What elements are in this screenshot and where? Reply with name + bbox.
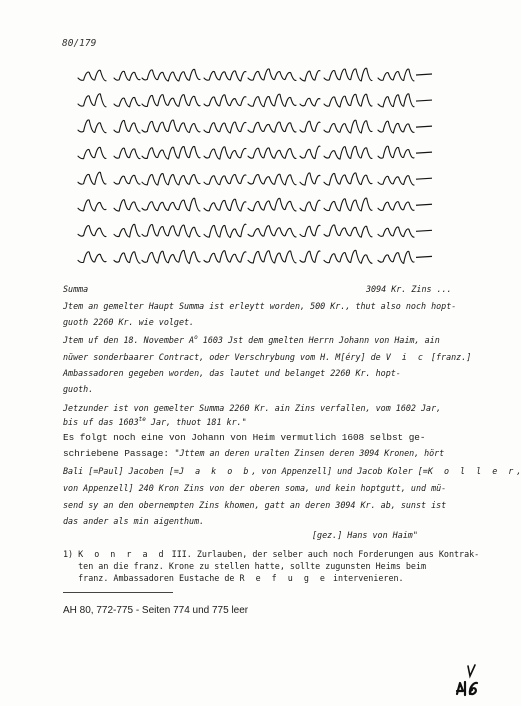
quote-spaced-name: K o l l e r [427, 466, 517, 476]
handwriting-dash [416, 126, 432, 127]
handwriting-stroke [114, 224, 140, 237]
handwritten-line [78, 68, 432, 81]
quote-text: , [516, 466, 521, 476]
handwriting-dash [416, 230, 432, 231]
handwriting-stroke [324, 68, 372, 81]
footnote-spaced-name: R e f u g e [239, 573, 328, 583]
summa-amount: 3094 Kr. Zins ... [366, 284, 452, 294]
transcript-spaced-name: V i c [385, 352, 426, 362]
transcript-text: Jar, thuot 181 kr." [145, 417, 247, 427]
quote-text: "Jttem an deren uralten Zinsen deren 3094 Kronen, hört [174, 448, 445, 458]
quote-text: , von Appenzell] und Jacob Koler [= [251, 466, 428, 476]
handwriting-stroke [142, 225, 200, 237]
body-text: schriebene Passage: [63, 448, 175, 459]
handwriting-stroke [378, 176, 414, 185]
footnote-text: franz. Ambassadoren Eustache de [63, 573, 240, 583]
superscript: te [138, 416, 146, 424]
handwriting-stroke [378, 251, 414, 263]
handwriting-stroke [142, 146, 200, 159]
handwriting-stroke [114, 148, 140, 159]
handwriting-stroke [248, 251, 296, 263]
handwriting-stroke [378, 69, 414, 81]
handwriting-stroke [324, 120, 372, 133]
handwriting-stroke [248, 226, 296, 237]
handwriting-stroke [114, 175, 140, 184]
handwriting-stroke [78, 120, 106, 133]
handwriting-stroke [324, 173, 372, 185]
handwriting-stroke [78, 200, 106, 211]
handwriting-stroke [324, 225, 372, 237]
handwriting-stroke [114, 71, 140, 80]
handwriting-stroke [300, 173, 320, 185]
handwriting-stroke [378, 94, 414, 107]
handwriting-stroke [204, 251, 246, 262]
handwriting-stroke [248, 198, 296, 211]
handwriting-stroke [78, 252, 106, 263]
stamp-image [454, 664, 484, 700]
quote-text: Bali [=Paul] Jacoben [= [63, 466, 179, 476]
transcript-line: Jtem an gemelter Haupt Summa ist erleytt worden, 500 Kr., thut also noch hopt- [63, 301, 457, 311]
handwriting-stroke [142, 120, 200, 132]
summa-label: Summa [63, 284, 89, 294]
handwriting-stroke [78, 147, 106, 158]
handwriting-stroke [324, 198, 372, 211]
footnote-text: intervenieren. [327, 573, 404, 583]
handwriting-stroke [300, 98, 320, 106]
transcript-text: [franz.] [425, 352, 472, 362]
handwriting-stroke [78, 70, 106, 81]
handwriting-stroke [114, 120, 140, 133]
handwriting-stroke [300, 200, 320, 211]
handwriting-stroke [204, 95, 246, 106]
handwritten-line [78, 250, 432, 263]
page-number: 80/179 [62, 38, 97, 49]
superscript: o [194, 334, 198, 342]
handwritten-line [78, 224, 432, 237]
quote-spaced-name: J a k o b [178, 466, 252, 476]
transcript-line [63, 416, 247, 429]
footnote-text: III. Zurlauben, der selber auch noch Forderungen aus Kontrak- [166, 549, 480, 559]
handwritten-manuscript [76, 64, 448, 270]
transcript-line: Ambassadoren gegeben worden, das lautet und belanget 2260 Kr. hopt- [63, 368, 401, 378]
handwriting-stroke [248, 69, 296, 81]
handwriting-stroke [324, 94, 372, 107]
divider-rule [63, 592, 173, 593]
handwriting-stroke [114, 200, 140, 211]
handwriting-stroke [378, 146, 414, 158]
body-line [63, 446, 444, 461]
handwriting-stroke [378, 227, 414, 237]
body-line: Es folgt noch eine von Johann von Heim vermutlich 1608 selbst ge- [63, 432, 426, 443]
quote-line: send sy an den obernempten Zins khomen, gatt an deren 3094 Kr. ab, sunst ist [63, 500, 447, 510]
handwriting-dash [416, 256, 432, 257]
quote-line [63, 465, 521, 478]
archive-reference: AH 80, 772-775 - Seiten 774 und 775 leer [63, 605, 249, 616]
handwriting-stroke [324, 146, 372, 159]
handwriting-dash [416, 204, 432, 205]
handwriting-stroke [114, 97, 140, 106]
handwriting-stroke [142, 198, 200, 211]
transcript-text: 1603 Jst dem gmelten Herrn Johann von Haim, ain [197, 335, 440, 345]
quote-line: das ander als min aigenthum. [63, 516, 205, 526]
summa-line [63, 284, 463, 297]
handwriting-stroke [114, 252, 140, 263]
handwriting-stroke [204, 199, 246, 211]
handwritten-line [78, 146, 432, 159]
handwriting-dash [416, 100, 432, 101]
handwriting-stroke [248, 174, 296, 185]
quote-line: von Appenzell] 240 Kron Zins von der oberen soma, und kein hoptgutt, und mü- [63, 483, 447, 493]
transcript-line [63, 334, 440, 347]
handwriting-stroke [78, 226, 106, 237]
handwriting-stroke [300, 121, 320, 132]
handwriting-dash [416, 152, 432, 153]
handwriting-stroke [300, 70, 320, 80]
handwritten-line [78, 172, 432, 185]
handwriting-stroke [204, 71, 246, 81]
handwriting-stroke [204, 224, 246, 237]
transcript-text: Jtem uf den 18. November A [63, 335, 195, 345]
handwriting-stroke [78, 94, 106, 107]
footnote-line: ten an die franz. Krone zu stellen hatte, sollte zugunsten Heims beim [63, 561, 427, 571]
footnote-line [63, 549, 479, 561]
handwriting-stroke [300, 251, 320, 262]
handwriting-stroke [78, 172, 106, 184]
handwriting-stroke [204, 147, 246, 159]
handwritten-line [78, 94, 432, 107]
transcript-line: Jetzunder ist von gemelter Summa 2260 Kr. ain Zins verfallen, vom 1602 Jar, [63, 403, 442, 413]
handwritten-line [78, 120, 432, 133]
page-stamp [454, 664, 484, 700]
transcript-line [63, 351, 471, 364]
footnote-line [63, 573, 404, 585]
transcript-line: guoth. [63, 384, 94, 394]
transcript-text: nüwer sonderbaarer Contract, oder Verschrybung vom H. M[éry] de [63, 352, 386, 362]
handwriting-dash [416, 74, 432, 75]
handwriting-stroke [248, 122, 296, 132]
handwriting-stroke [378, 202, 414, 211]
footnote-text: 1) [63, 549, 79, 559]
handwriting-stroke [300, 146, 320, 158]
handwriting-dash [416, 178, 432, 179]
footnote-spaced-name: K o n r a d [78, 549, 167, 559]
transcript-text: bis uf das 1603 [63, 417, 139, 427]
handwriting-stroke [142, 250, 200, 263]
handwriting-stroke [378, 121, 414, 133]
handwritten-line [78, 198, 432, 211]
handwriting-stroke [142, 95, 200, 107]
handwriting-stroke [142, 69, 200, 81]
transcript-line: guoth 2260 Kr. wie volget. [63, 317, 195, 327]
handwriting-stroke [142, 174, 200, 185]
handwriting-stroke [204, 122, 246, 133]
handwriting-image [76, 64, 448, 270]
signature-line: [gez.] Hans von Haim" [312, 530, 418, 540]
handwriting-stroke [324, 250, 372, 263]
handwriting-stroke [300, 225, 320, 236]
handwriting-stroke [204, 175, 246, 185]
handwriting-stroke [248, 148, 296, 159]
handwriting-stroke [248, 94, 296, 106]
